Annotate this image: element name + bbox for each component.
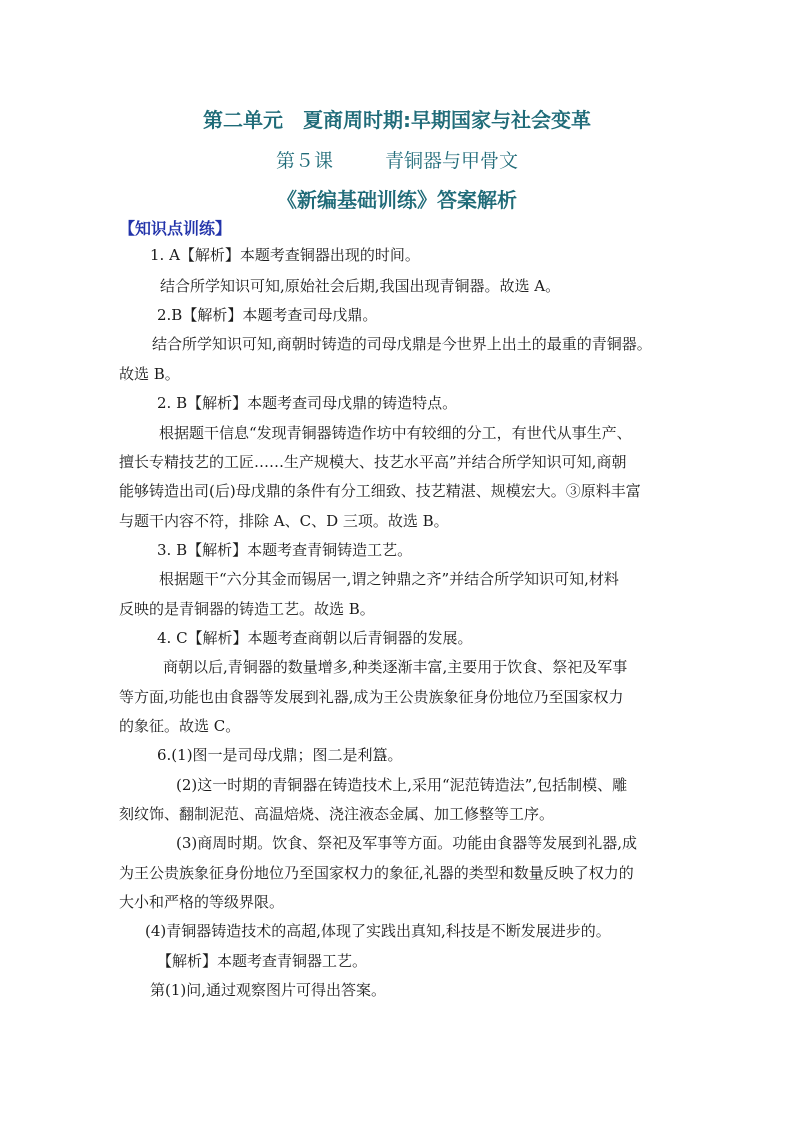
answer-line: 商朝以后,青铜器的数量增多,种类逐渐丰富,主要用于饮食、祭祀及军事 [163, 658, 628, 676]
answer-line: 为王公贵族象征身份地位乃至国家权力的象征,礼器的类型和数量反映了权力的 [119, 864, 634, 882]
answer-line: 故选 B。 [119, 365, 180, 383]
answer-line: 4. C【解析】本题考查商朝以后青铜器的发展。 [157, 629, 473, 647]
answer-line: 能够铸造出司(后)母戊鼎的条件有分工细致、技艺精湛、规模宏大。③原料丰富 [119, 482, 641, 500]
answer-line: 结合所学知识可知,商朝时铸造的司母戊鼎是今世界上出土的最重的青铜器。 [152, 335, 652, 353]
answer-line: 2. B【解析】本题考查司母戊鼎的铸造特点。 [157, 394, 458, 412]
answer-line: 根据题干“六分其金而锡居一,谓之钟鼎之齐”并结合所学知识可知,材料 [159, 570, 619, 588]
answer-line: (3)商周时期。饮食、祭祀及军事等方面。功能由食器等发展到礼器,成 [176, 834, 638, 852]
answer-line: (2)这一时期的青铜器在铸造技术上,采用“泥范铸造法”,包括制模、雕 [176, 776, 628, 794]
answer-line: 结合所学知识可知,原始社会后期,我国出现青铜器。故选 A。 [160, 277, 561, 295]
answer-line: 6.(1)图一是司母戊鼎；图二是利簋。 [157, 746, 403, 764]
answer-line: 刻纹饰、翻制泥范、高温焙烧、浇注液态金属、加工修整等工序。 [119, 805, 555, 823]
answer-line: 反映的是青铜器的铸造工艺。故选 B。 [119, 600, 375, 618]
answer-line: 2.B【解析】本题考查司母戊鼎。 [157, 306, 378, 324]
lesson-name: 青铜器与甲骨文 [385, 150, 519, 172]
answer-line: (4)青铜器铸造技术的高超,体现了实践出真知,科技是不断发展进步的。 [145, 922, 611, 940]
answer-line: 的象征。故选 C。 [119, 717, 241, 735]
answer-line: 等方面,功能也由食器等发展到礼器,成为王公贵族象征身份地位乃至国家权力 [119, 688, 624, 706]
answer-line: 3. B【解析】本题考查青铜铸造工艺。 [157, 541, 413, 559]
answer-line: 根据题干信息“发现青铜器铸造作坊中有较细的分工，有世代从事生产、 [159, 424, 632, 442]
answer-line: 1. A【解析】本题考查铜器出现的时间。 [150, 246, 420, 264]
unit-title: 第二单元 夏商周时期:早期国家与社会变革 [203, 108, 591, 132]
answer-line: 第(1)问,通过观察图片可得出答案。 [150, 981, 387, 999]
answer-line: 大小和严格的等级界限。 [119, 893, 285, 911]
answer-line: 擅长专精技艺的工匠……生产规模大、技艺水平高”并结合所学知识可知,商朝 [119, 453, 627, 471]
answer-line: 【解析】本题考查青铜器工艺。 [157, 952, 368, 970]
document-title: 《新编基础训练》答案解析 [277, 188, 517, 212]
lesson-number: 第５课 [275, 150, 333, 172]
lesson-title [0, 146, 794, 173]
answer-line: 与题干内容不符，排除 A、C、D 三项。故选 B。 [119, 512, 449, 530]
section-heading: 【知识点训练】 [119, 219, 232, 238]
